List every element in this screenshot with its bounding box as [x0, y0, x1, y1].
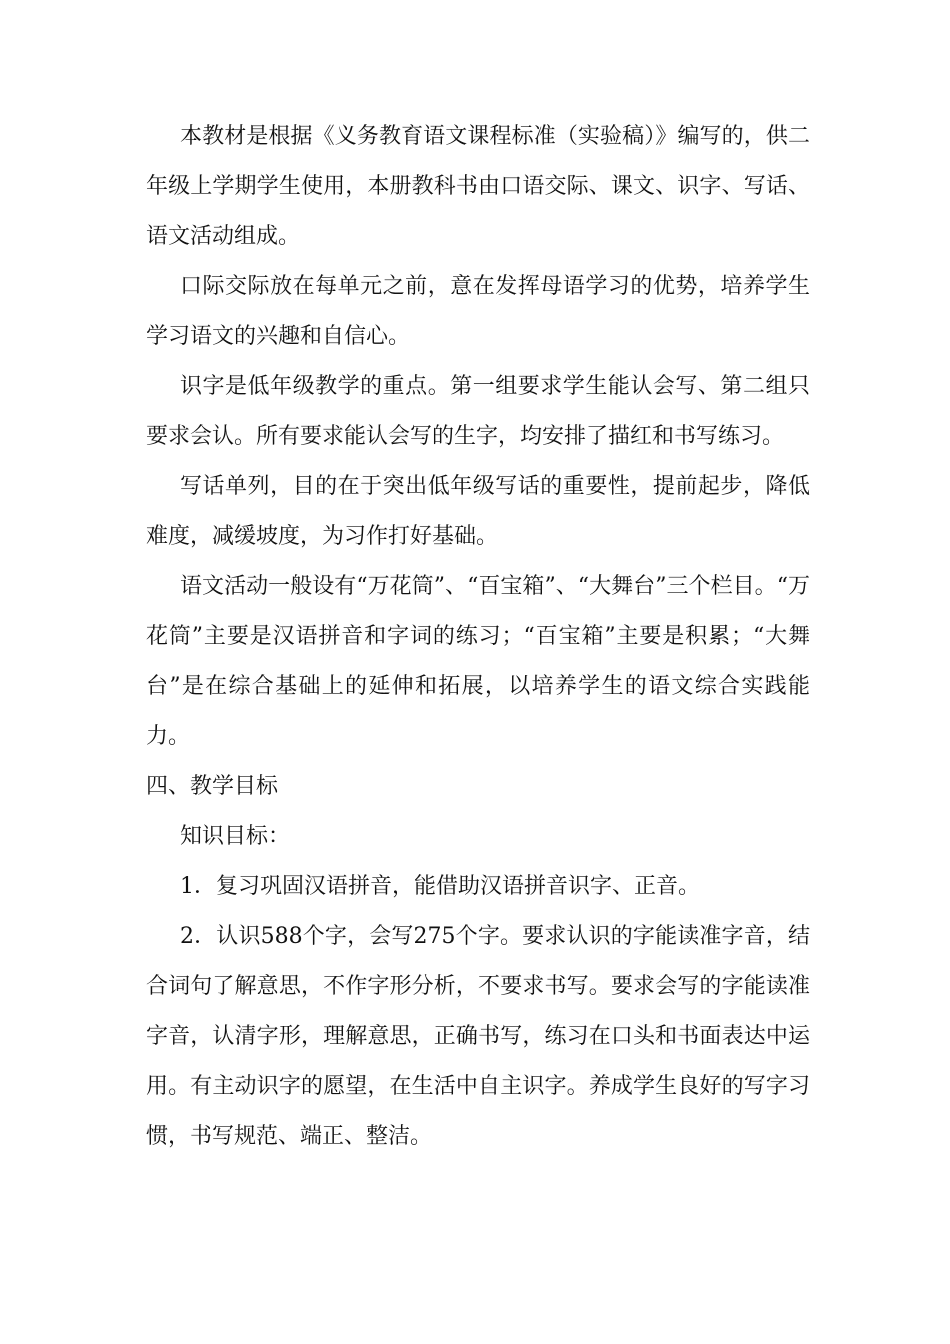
paragraph-knowledge-goals: 知识目标： [180, 824, 291, 849]
paragraph-oral-communication: 口际交际放在每单元之前，意在发挥母语学习的优势，培养学生学习语文的兴趣和自信心。 [146, 274, 810, 349]
paragraph-intro: 本教材是根据《义务教育语文课程标准（实验稿）》编写的，供二年级上学期学生使用，本册教科书由口语交际、课文、识字、写话、语文活动组成。 [146, 124, 810, 249]
paragraph-literacy: 识字是低年级教学的重点。第一组要求学生能认会写、第二组只要求会认。所有要求能认会写的生字，均安排了描红和书写练习。 [146, 374, 810, 449]
paragraph-activities: 语文活动一般设有“万花筒”、“百宝箱”、“大舞台”三个栏目。“万花筒”主要是汉语拼音和字词的练习；“百宝箱”主要是积累；“大舞台”是在综合基础上的延伸和拓展，以培养学生的语文综合实践能力。 [146, 574, 810, 749]
list-item-1: 1．复习巩固汉语拼音，能借助汉语拼音识字、正音。 [180, 874, 700, 899]
document-body [146, 112, 810, 1162]
paragraph-writing: 写话单列，目的在于突出低年级写话的重要性，提前起步，降低难度，减缓坡度，为习作打好基础。 [146, 474, 810, 549]
section-heading-teaching-goals: 四、教学目标 [146, 774, 279, 799]
list-item-2: 2．认识588个字，会写275个字。要求认识的字能读准字音，结合词句了解意思，不作字形分析，不要求书写。要求会写的字能读准字音，认清字形，理解意思，正确书写，练习在口头和书面表达中运用。有主动识字的愿望，在生活中自主识字。养成学生良好的写字习惯，书写规范、端正、整洁。 [146, 924, 810, 1149]
